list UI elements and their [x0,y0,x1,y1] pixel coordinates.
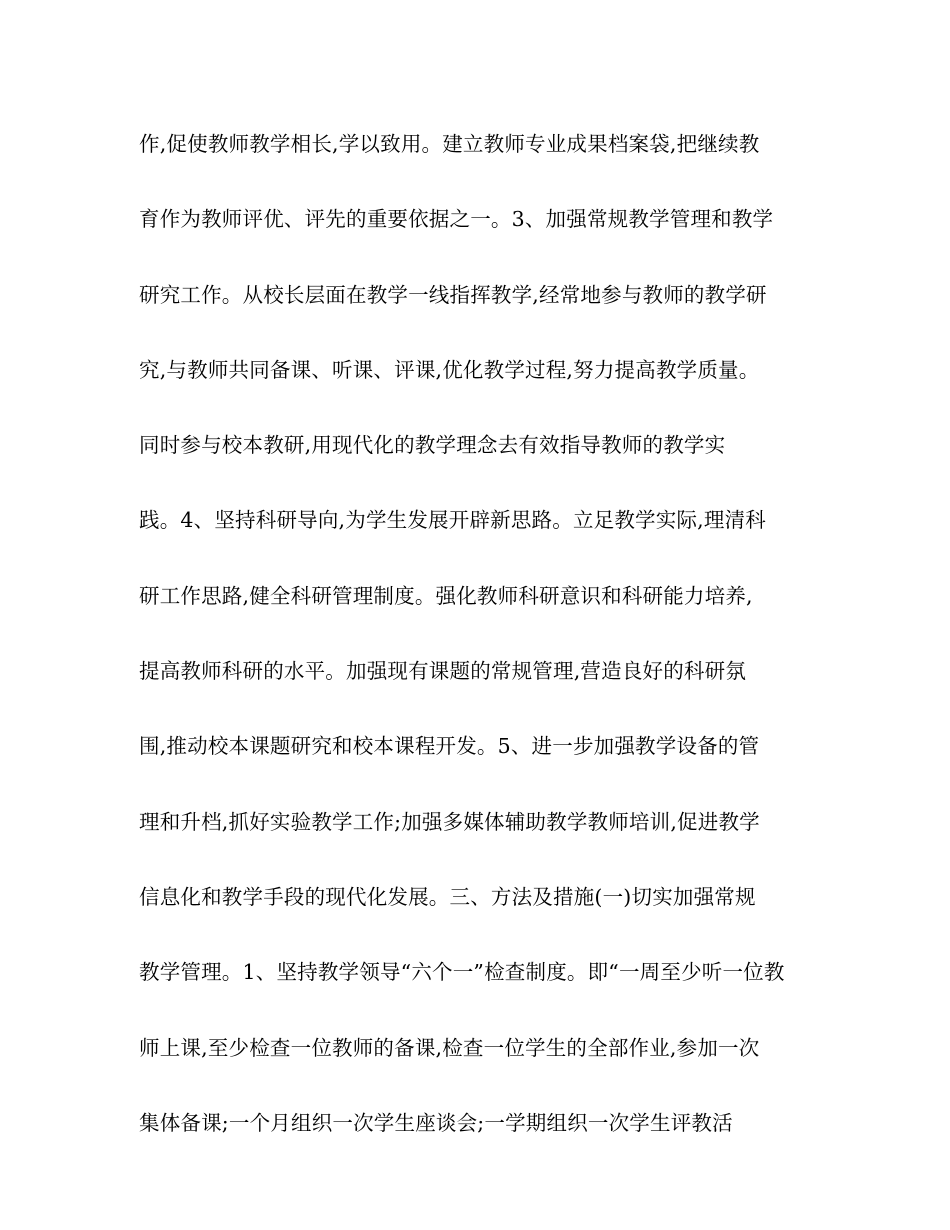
text-line: 践。4、坚持科研导向,为学生发展开辟新思路。立足教学实际,理清科 [139,508,766,533]
text-line: 理和升档,抓好实验教学工作;加强多媒体辅助教学教师培训,促进教学 [139,809,760,834]
text-line: 研究工作。从校长层面在教学一线指挥教学,经常地参与教师的教学研 [139,282,767,307]
text-line: 提高教师科研的水平。加强现有课题的常规管理,营造良好的科研氛 [139,659,747,684]
text-line: 究,与教师共同备课、听课、评课,优化教学过程,努力提高教学质量。 [139,357,760,382]
text-line: 师上课,至少检查一位教师的备课,检查一位学生的全部作业,参加一次 [139,1035,760,1060]
text-line: 信息化和教学手段的现代化发展。三、方法及措施(一)切实加强常规 [139,884,756,909]
text-line: 育作为教师评优、评先的重要依据之一。3、加强常规教学管理和教学 [139,207,774,232]
text-line: 集体备课;一个月组织一次学生座谈会;一学期组织一次学生评教活 [139,1110,733,1135]
text-line: 围,推动校本课题研究和校本课程开发。5、进一步加强教学设备的管 [139,734,760,759]
text-line: 同时参与校本教研,用现代化的教学理念去有效指导教师的教学实 [139,433,726,458]
body-text [139,120,819,1174]
text-line: 教学管理。1、坚持教学领导“六个一”检查制度。即“一周至少听一位教 [139,960,785,985]
text-line: 作,促使教师教学相长,学以致用。建立教师专业成果档案袋,把继续教 [139,132,760,156]
text-line: 研工作思路,健全科研管理制度。强化教师科研意识和科研能力培养, [139,583,753,608]
